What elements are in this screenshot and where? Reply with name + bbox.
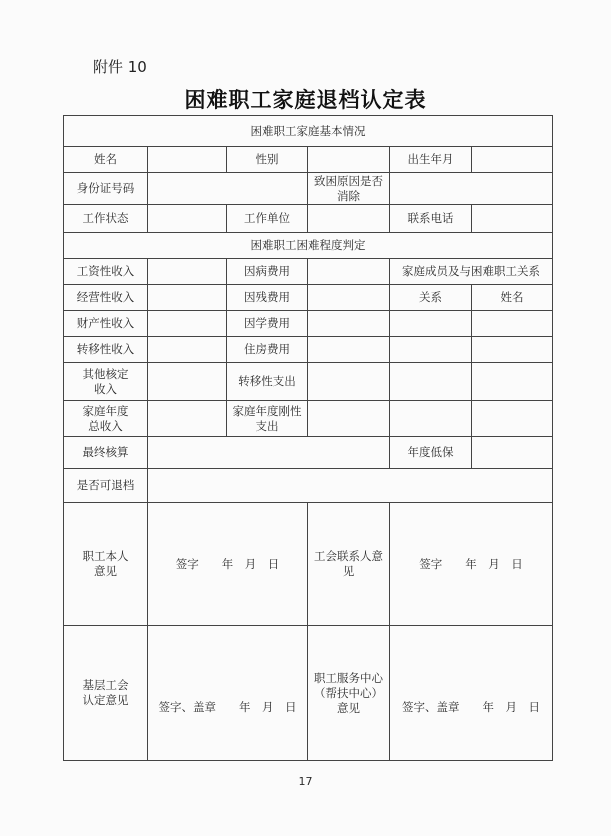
relation-cell[interactable]	[390, 337, 472, 363]
family-relation-header: 家庭成员及与困难职工关系	[390, 259, 553, 285]
liaison-opinion-label: 工会联系人意 见	[308, 503, 390, 626]
total-income-value[interactable]	[148, 401, 227, 437]
other-income-value[interactable]	[148, 363, 227, 401]
can-remove-label: 是否可退档	[64, 469, 148, 503]
education-cost-value[interactable]	[308, 311, 390, 337]
housing-cost-label: 住房费用	[227, 337, 308, 363]
grassroots-signature[interactable]: 签字、盖章 年 月 日	[148, 626, 308, 761]
housing-cost-value[interactable]	[308, 337, 390, 363]
relation-cell[interactable]	[390, 311, 472, 337]
other-income-label: 其他核定 收入	[64, 363, 148, 401]
transfer-income-value[interactable]	[148, 337, 227, 363]
member-name-cell[interactable]	[472, 337, 553, 363]
birth-label: 出生年月	[390, 147, 472, 173]
property-income-value[interactable]	[148, 311, 227, 337]
liaison-signature[interactable]: 签字 年 月 日	[390, 503, 553, 626]
disability-cost-value[interactable]	[308, 285, 390, 311]
wage-income-value[interactable]	[148, 259, 227, 285]
rigid-expense-value[interactable]	[308, 401, 390, 437]
worker-opinion-label: 职工本人 意见	[64, 503, 148, 626]
gender-label: 性别	[227, 147, 308, 173]
annual-subsidy-label: 年度低保	[390, 437, 472, 469]
page-number: 17	[298, 775, 313, 788]
transfer-expense-value[interactable]	[308, 363, 390, 401]
retirement-form-table	[63, 115, 553, 761]
birth-value[interactable]	[472, 147, 553, 173]
wage-income-label: 工资性收入	[64, 259, 148, 285]
member-name-cell[interactable]	[472, 401, 553, 437]
cause-removed-value[interactable]	[390, 173, 553, 205]
phone-label: 联系电话	[390, 205, 472, 233]
cause-removed-label: 致困原因是否 消除	[308, 173, 390, 205]
work-status-value[interactable]	[148, 205, 227, 233]
service-center-signature[interactable]: 签字、盖章 年 月 日	[390, 626, 553, 761]
property-income-label: 财产性收入	[64, 311, 148, 337]
name-value[interactable]	[148, 147, 227, 173]
rigid-expense-label: 家庭年度刚性 支出	[227, 401, 308, 437]
gender-value[interactable]	[308, 147, 390, 173]
work-status-label: 工作状态	[64, 205, 148, 233]
final-check-value[interactable]	[148, 437, 390, 469]
form-title: 困难职工家庭退档认定表	[184, 87, 427, 112]
transfer-income-label: 转移性收入	[64, 337, 148, 363]
member-name-header: 姓名	[472, 285, 553, 311]
total-income-label: 家庭年度 总收入	[64, 401, 148, 437]
business-income-value[interactable]	[148, 285, 227, 311]
relation-cell[interactable]	[390, 401, 472, 437]
business-income-label: 经营性收入	[64, 285, 148, 311]
id-number-label: 身份证号码	[64, 173, 148, 205]
grassroots-opinion-label: 基层工会 认定意见	[64, 626, 148, 761]
member-name-cell[interactable]	[472, 311, 553, 337]
attachment-label: 附件 10	[93, 58, 147, 76]
worker-signature[interactable]: 签字 年 月 日	[148, 503, 308, 626]
relation-cell[interactable]	[390, 363, 472, 401]
illness-cost-value[interactable]	[308, 259, 390, 285]
name-label: 姓名	[64, 147, 148, 173]
id-number-value[interactable]	[148, 173, 308, 205]
annual-subsidy-value[interactable]	[472, 437, 553, 469]
phone-value[interactable]	[472, 205, 553, 233]
relation-header: 关系	[390, 285, 472, 311]
service-center-opinion-label: 职工服务中心 （帮扶中心） 意见	[308, 626, 390, 761]
can-remove-value[interactable]	[148, 469, 553, 503]
transfer-expense-label: 转移性支出	[227, 363, 308, 401]
work-unit-label: 工作单位	[227, 205, 308, 233]
education-cost-label: 因学费用	[227, 311, 308, 337]
work-unit-value[interactable]	[308, 205, 390, 233]
section-degree: 困难职工困难程度判定	[64, 233, 553, 259]
member-name-cell[interactable]	[472, 363, 553, 401]
final-check-label: 最终核算	[64, 437, 148, 469]
section-basic-info: 困难职工家庭基本情况	[64, 116, 553, 147]
disability-cost-label: 因残费用	[227, 285, 308, 311]
illness-cost-label: 因病费用	[227, 259, 308, 285]
